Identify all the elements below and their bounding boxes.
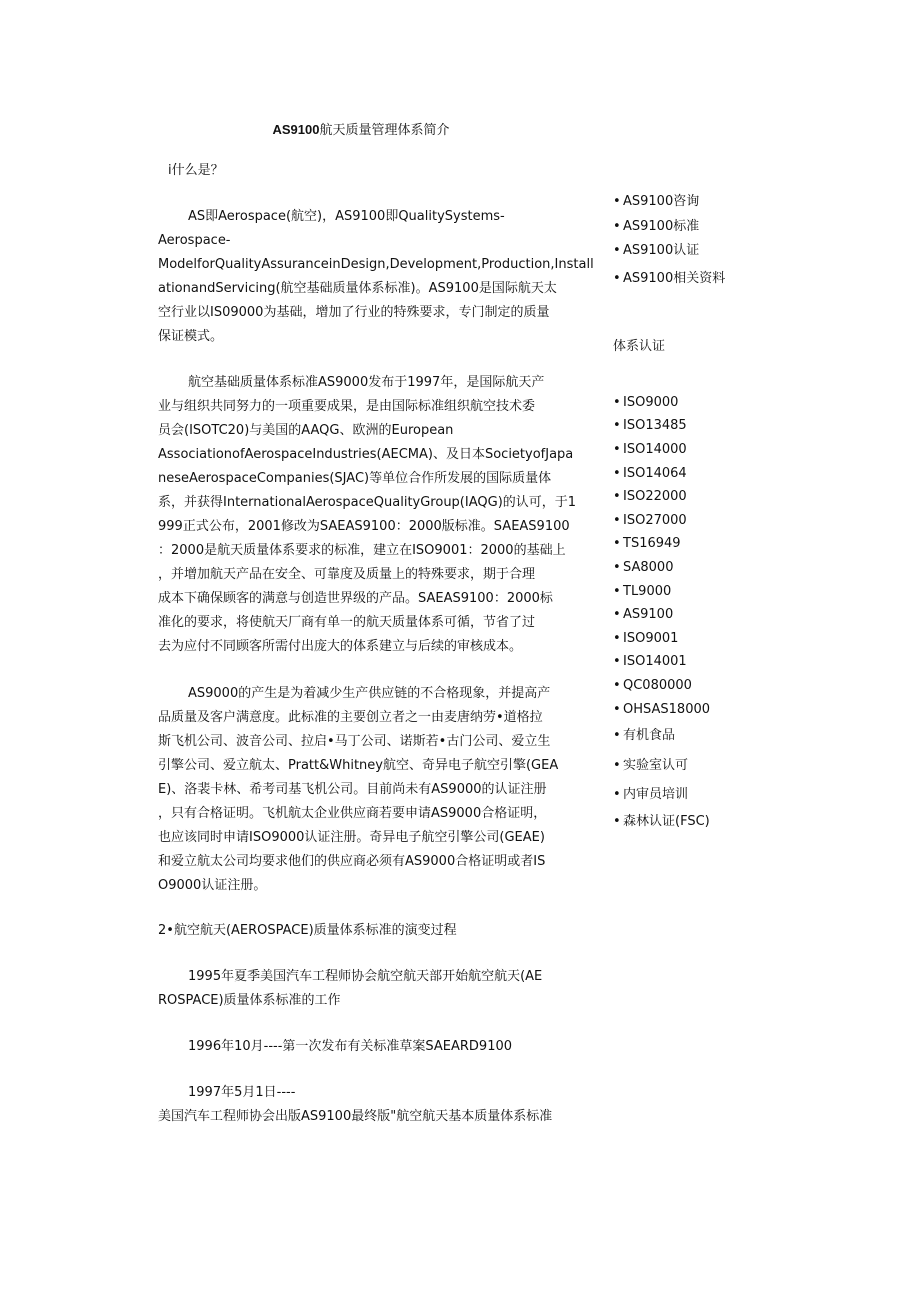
- paragraph-line: 航空基础质量体系标准AS9000发布于1997年，是国际航天产: [188, 375, 545, 390]
- sidebar-heading-certifications: 体系认证: [613, 339, 666, 354]
- bullet-icon: •: [613, 560, 621, 575]
- cert-link-tl9000[interactable]: [613, 583, 671, 601]
- paragraph-line: 系，并获得InternationalAerospaceQualityGroup(IAQG)的认可，于1: [158, 495, 577, 510]
- paragraph-line: 业与组织共同努力的一项重要成果，是由国际标准组织航空技术委: [158, 399, 536, 414]
- paragraph-1996: [158, 1035, 560, 1059]
- bullet-icon: •: [613, 702, 621, 717]
- page-title-bold: AS9100: [272, 122, 320, 137]
- cert-link-label: SA8000: [623, 560, 674, 575]
- bullet-icon: •: [613, 489, 621, 504]
- paragraph-line: 1997年5月1日----: [188, 1085, 296, 1100]
- paragraph-line: ，只有合格证明。飞机航太企业供应商若要申请AS9000合格证明，: [158, 806, 547, 821]
- paragraph-line: 999正式公布，2001修改为SAEAS9100：2000版标准。SAEAS9100: [158, 519, 570, 534]
- paragraph-line: 美国汽车工程师协会出版AS9100最终版"航空航天基本质量体系标准: [158, 1109, 553, 1124]
- bullet-icon: •: [613, 631, 621, 646]
- bullet-icon: •: [613, 513, 621, 528]
- paragraph-line: ROSPACE)质量体系标准的工作: [158, 993, 341, 1008]
- section-heading-what-is: i什么是？: [168, 163, 224, 178]
- paragraph-as9000-purpose: [158, 682, 560, 898]
- bullet-icon: •: [613, 271, 621, 286]
- bullet-icon: •: [613, 194, 621, 209]
- cert-link-label: 森林认证(FSC): [623, 814, 710, 829]
- cert-link-internal-auditor-training[interactable]: [613, 786, 688, 804]
- paragraph-line: AS即Aerospace(航空)，AS9100即QualitySystems-: [188, 209, 505, 224]
- page-title-rest: 航天质量管理体系简介: [319, 123, 450, 138]
- sidebar-link-label: AS9100标准: [623, 219, 700, 234]
- paragraph-line: AS9000的产生是为着减少生产供应链的不合格现象，并提高产: [188, 686, 551, 701]
- bullet-icon: •: [613, 654, 621, 669]
- cert-link-label: ISO14001: [623, 654, 687, 669]
- cert-link-label: ISO9001: [623, 631, 679, 646]
- paragraph-line: 引擎公司、爱立航太、Pratt&Whitney航空、奇异电子航空引擎(GEA: [158, 758, 559, 773]
- cert-link-iso14001[interactable]: [613, 653, 687, 671]
- bullet-icon: •: [613, 536, 621, 551]
- bullet-icon: •: [613, 418, 621, 433]
- cert-link-label: OHSAS18000: [623, 702, 711, 717]
- bullet-icon: •: [613, 219, 621, 234]
- cert-link-organic-food[interactable]: [613, 727, 675, 745]
- cert-link-iso27000[interactable]: [613, 512, 687, 530]
- cert-link-iso14064[interactable]: [613, 465, 687, 483]
- cert-link-sa8000[interactable]: [613, 559, 673, 577]
- cert-link-label: TS16949: [623, 536, 681, 551]
- sidebar-link-as9100-certification[interactable]: [613, 242, 699, 260]
- cert-link-label: ISO13485: [623, 418, 687, 433]
- cert-link-qc080000[interactable]: [613, 677, 692, 695]
- paragraph-line: 保证模式。: [158, 329, 224, 344]
- paragraph-1997: [158, 1081, 560, 1129]
- bullet-icon: •: [613, 466, 621, 481]
- cert-link-iso9000[interactable]: [613, 394, 678, 412]
- cert-link-label: 实验室认可: [623, 758, 689, 773]
- cert-link-ts16949[interactable]: [613, 535, 681, 553]
- paragraph-line: 1995年夏季美国汽车工程师协会航空航天部开始航空航天(AE: [188, 969, 543, 984]
- cert-link-label: TL9000: [623, 584, 672, 599]
- paragraph-line: 员会(ISOTC20)与美国的AAQG、欧洲的European: [158, 423, 454, 438]
- cert-link-lab-accreditation[interactable]: [613, 757, 688, 775]
- paragraph-line: 斯飞机公司、波音公司、拉启•马丁公司、诺斯若•古门公司、爱立生: [158, 734, 551, 749]
- bullet-icon: •: [613, 758, 621, 773]
- cert-link-label: ISO27000: [623, 513, 687, 528]
- paragraph-as9000-history: [158, 371, 577, 659]
- bullet-icon: •: [613, 787, 621, 802]
- cert-link-label: AS9100: [623, 607, 674, 622]
- paragraph-line: ationandServicing(航空基础质量体系标准)。AS9100是国际航天太: [158, 281, 557, 296]
- bullet-icon: •: [613, 607, 621, 622]
- bullet-icon: •: [613, 442, 621, 457]
- cert-link-label: ISO9000: [623, 395, 679, 410]
- paragraph-line: E)、洛裴卡林、希考司基飞机公司。目前尚未有AS9000的认证注册: [158, 782, 547, 797]
- sidebar-link-label: AS9100认证: [623, 243, 700, 258]
- paragraph-1995: [158, 965, 560, 1013]
- bullet-icon: •: [613, 584, 621, 599]
- paragraph-line: 去为应付不同顾客所需付出庞大的体系建立与后续的审核成本。: [158, 639, 523, 654]
- paragraph-line: Aerospace-: [158, 233, 231, 248]
- paragraph-line: 也应该同时申请ISO9000认证注册。奇异电子航空引擎公司(GEAE): [158, 830, 545, 845]
- bullet-icon: •: [613, 814, 621, 829]
- cert-link-label: 有机食品: [623, 728, 676, 743]
- paragraph-line: ：2000是航天质量体系要求的标准，建立在ISO9001：2000的基础上: [158, 543, 566, 558]
- sidebar-link-as9100-resources[interactable]: [613, 270, 725, 288]
- sidebar-link-label: AS9100咨询: [623, 194, 700, 209]
- cert-link-iso22000[interactable]: [613, 488, 687, 506]
- bullet-icon: •: [613, 243, 621, 258]
- paragraph-line: neseAerospaceCompanies(SJAC)等单位合作所发展的国际质量体: [158, 471, 552, 486]
- paragraph-line: O9000认证注册。: [158, 878, 267, 893]
- cert-link-label: ISO22000: [623, 489, 687, 504]
- bullet-icon: •: [613, 678, 621, 693]
- paragraph-line: 和爱立航太公司均要求他们的供应商必须有AS9000合格证明或者IS: [158, 854, 546, 869]
- paragraph-line: 品质量及客户满意度。此标准的主要创立者之一由麦唐纳劳•道格拉: [158, 710, 543, 725]
- cert-link-label: QC080000: [623, 678, 692, 693]
- sidebar-link-as9100-consulting[interactable]: [613, 193, 699, 211]
- sidebar-link-label: AS9100相关资料: [623, 271, 726, 286]
- paragraph-line: ModelforQualityAssuranceinDesign,Development,Production,Install: [158, 257, 594, 272]
- page-title: [0, 121, 722, 140]
- cert-link-as9100[interactable]: [613, 606, 673, 624]
- paragraph-line: 准化的要求，将使航天厂商有单一的航天质量体系可循，节省了过: [158, 615, 536, 630]
- paragraph-line: 1996年10月----第一次发布有关标准草案SAEARD9100: [188, 1039, 513, 1054]
- paragraph-line: AssociationofAerospaceIndustries(AECMA)、及日本SocietyofJapa: [158, 447, 574, 462]
- bullet-icon: •: [613, 395, 621, 410]
- cert-link-iso9001[interactable]: [613, 630, 678, 648]
- paragraph-intro: [158, 205, 594, 349]
- cert-link-iso13485[interactable]: [613, 417, 687, 435]
- cert-link-label: ISO14064: [623, 466, 687, 481]
- paragraph-line: ，并增加航天产品在安全、可靠度及质量上的特殊要求，期于合理: [158, 567, 536, 582]
- cert-link-label: ISO14000: [623, 442, 687, 457]
- paragraph-line: 成本下确保顾客的满意与创造世界级的产品。SAEAS9100：2000标: [158, 591, 553, 606]
- cert-link-label: 内审员培训: [623, 787, 689, 802]
- cert-link-forest-fsc[interactable]: [613, 813, 710, 831]
- paragraph-line: 空行业以IS09000为基础，增加了行业的特殊要求，专门制定的质量: [158, 305, 550, 320]
- section-heading-evolution: 2•航空航天(AEROSPACE)质量体系标准的演变过程: [158, 923, 457, 938]
- cert-link-iso14000[interactable]: [613, 441, 687, 459]
- cert-link-ohsas18000[interactable]: [613, 701, 710, 719]
- bullet-icon: •: [613, 728, 621, 743]
- sidebar-link-as9100-standard[interactable]: [613, 218, 699, 236]
